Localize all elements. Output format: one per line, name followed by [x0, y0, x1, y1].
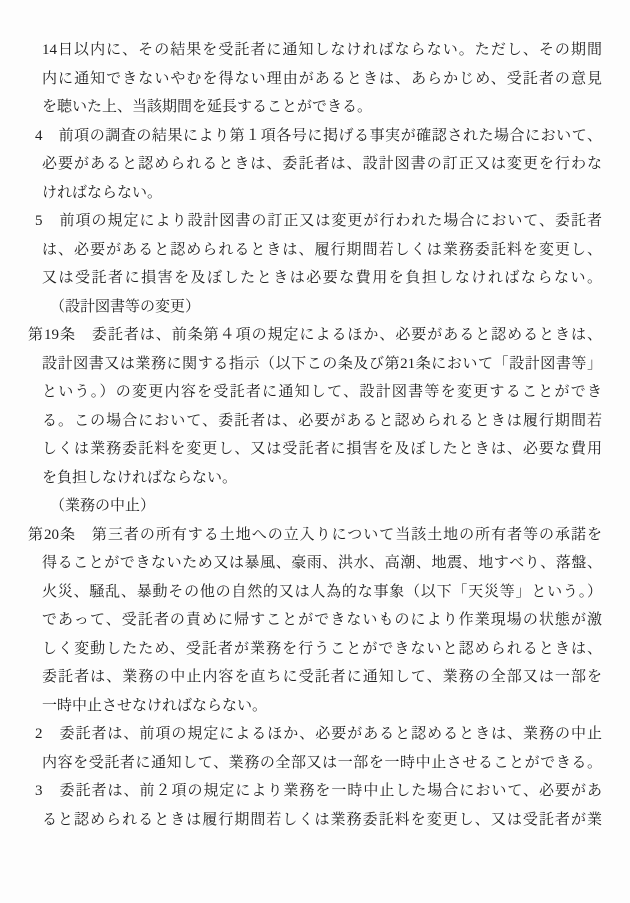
document-line: 内容を受託者に通知して、業務の全部又は一部を一時中止させることができる。: [42, 754, 602, 771]
document-line: 得ることができないため又は暴風、豪雨、洪水、高潮、地震、地すべり、落盤、: [42, 555, 602, 571]
document-line: を聴いた上、当該期間を延長することができる。: [42, 99, 373, 115]
document-line: 2 委託者は、前項の規定によるほか、必要があると認めるときは、業務の中止: [35, 726, 602, 742]
document-line: る。この場合において、委託者は、必要があると認められるときは履行期間若: [42, 412, 602, 429]
document-line: 4 前項の調査の結果により第１項各号に掲げる事実が確認された場合において、: [35, 127, 602, 144]
document-line: 又は受託者に損害を及ぼしたときは必要な費用を負担しなければならない。: [42, 270, 602, 286]
document-line: 火災、騒乱、暴動その他の自然的又は人為的な事象（以下「天災等」という。）: [42, 583, 602, 600]
document-line: 14日以内に、その結果を受託者に通知しなければならない。ただし、その期間: [42, 42, 602, 58]
document-line: 5 前項の規定により設計図書の訂正又は変更が行われた場合において、委託者: [35, 213, 602, 229]
document-line: 必要があると認められるときは、委託者は、設計図書の訂正又は変更を行わな: [42, 156, 602, 172]
document-line: を負担しなければならない。: [42, 469, 238, 486]
document-line: 第19条 委託者は、前条第４項の規定によるほか、必要があると認めるときは、: [28, 327, 602, 343]
document-line: であって、受託者の責めに帰すことができないものにより作業現場の状態が激: [42, 612, 602, 628]
document-line: 3 委託者は、前２項の規定により業務を一時中止した場合において、必要があ: [35, 783, 602, 799]
document-line: （設計図書等の変更）: [50, 298, 201, 315]
document-line: 委託者は、業務の中止内容を直ちに受託者に通知して、業務の全部又は一部を: [42, 669, 602, 685]
document-line: 一時中止させなければならない。: [42, 697, 268, 714]
document-line: は、必要があると認められるときは、履行期間若しくは業務委託料を変更し、: [42, 241, 602, 258]
document-line: しくは業務委託料を変更し、又は受託者に損害を及ぼしたときは、必要な費用: [42, 441, 602, 457]
document-line: （業務の中止）: [50, 498, 156, 514]
document-line: という。）の変更内容を受託者に通知して、設計図書等を変更することができ: [42, 384, 602, 400]
document-line: 内に通知できないやむを得ない理由があるときは、あらかじめ、受託者の意見: [42, 70, 602, 87]
document-line: しく変動したため、受託者が業務を行うことができないと認められるときは、: [42, 640, 602, 657]
document-line: 第20条 第三者の所有する土地への立入りについて当該土地の所有者等の承諾を: [28, 526, 602, 543]
document-line: ると認められるときは履行期間若しくは業務委託料を変更し、又は受託者が業: [42, 811, 602, 828]
document-line: ければならない。: [42, 184, 163, 201]
document-line: 設計図書又は業務に関する指示（以下この条及び第21条において「設計図書等」: [42, 355, 602, 372]
